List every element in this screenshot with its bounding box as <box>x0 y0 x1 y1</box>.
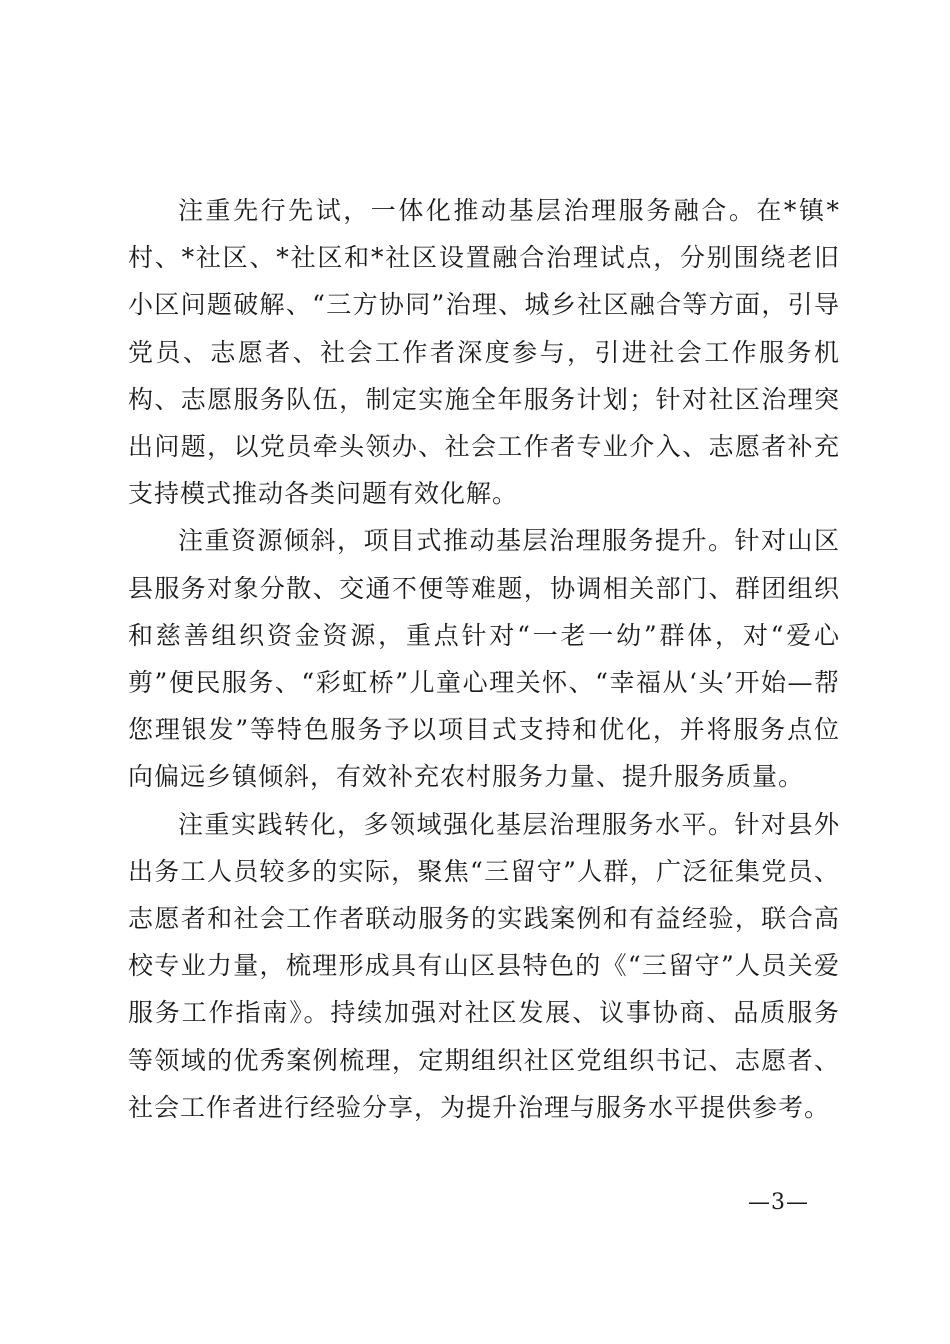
paragraph-3: 注重实践转化，多领域强化基层治理服务水平。针对县外出务工人员较多的实际，聚焦“三留守”人群，广泛征集党员、志愿者和社会工作者联动服务的实践案例和有益经验，联合高校专业力量，梳理形成具有山区县特色的《“三留守”人员关爱服务工作指南》。持续加强对社区发展、议事协商、品质服务等领域的优秀案例梳理，定期组织社区党组织书记、志愿者、社会工作者进行经验分享，为提升治理与服务水平提供参考。 <box>128 809 840 1122</box>
document-body <box>128 187 840 1131</box>
paragraph-2: 注重资源倾斜，项目式推动基层治理服务提升。针对山区县服务对象分散、交通不便等难题，协调相关部门、群团组织和慈善组织资金资源，重点针对“一老一幼”群体，对“爱心剪”便民服务、“彩虹桥”儿童心理关怀、“幸福从‘头’开始—帮您理银发”等特色服务予以项目式支持和优化，并将服务点位向偏远乡镇倾斜，有效补充农村服务力量、提升服务质量。 <box>128 526 840 792</box>
page-number: —3— <box>748 1190 809 1215</box>
paragraph-1: 注重先行先试，一体化推动基层治理服务融合。在*镇*村、*社区、*社区和*社区设置融合治理试点，分别围绕老旧小区问题破解、“三方协同”治理、城乡社区融合等方面，引导党员、志愿者、社会工作者深度参与，引进社会工作服务机构、志愿服务队伍，制定实施全年服务计划；针对社区治理突出问题，以党员牵头领办、社会工作者专业介入、志愿者补充支持模式推动各类问题有效化解。 <box>128 196 840 509</box>
